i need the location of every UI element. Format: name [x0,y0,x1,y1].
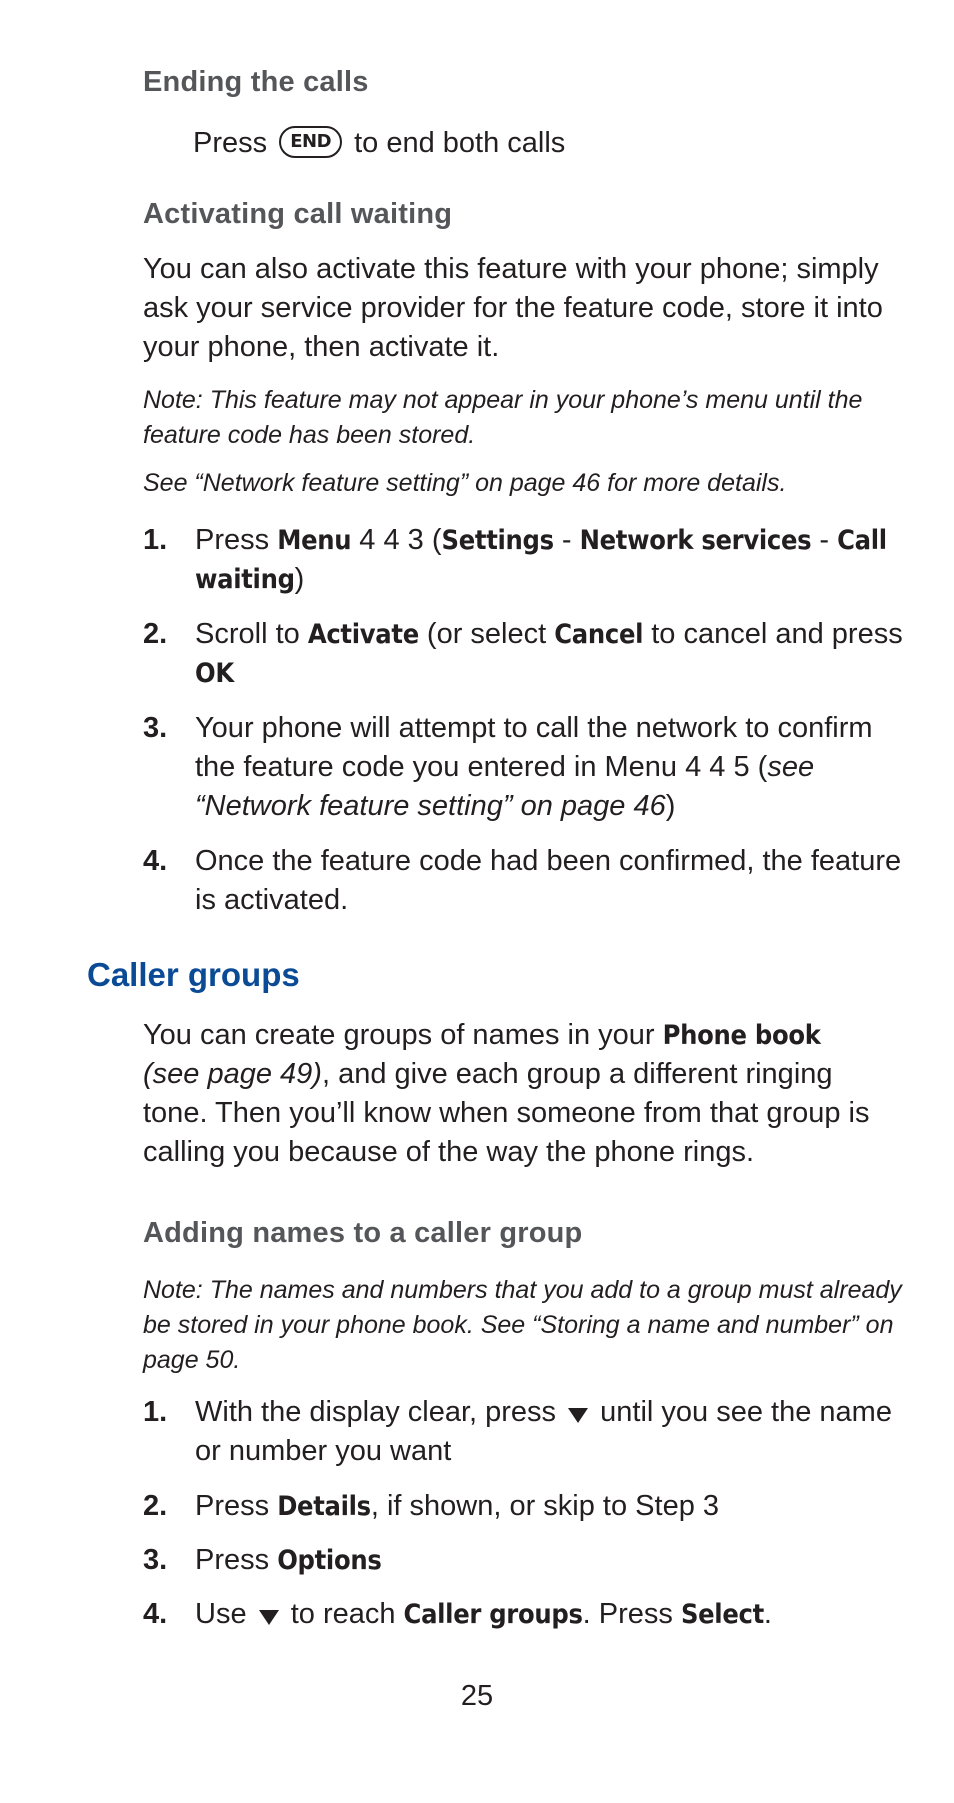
step-text-part: Press [195,1490,278,1522]
step-number: 4. [143,845,168,877]
step-text [195,709,903,826]
step-text [195,1393,903,1471]
step-text-part: to reach [282,1598,404,1630]
step-text-part: to cancel and press [643,618,903,650]
step-text [195,1487,903,1526]
adding-note: Note: The names and numbers that you add to a group must already be stored in your phone book. See “Storing a name and number” on page 50. [143,1276,902,1374]
heading-caller-groups: Caller groups [87,956,300,993]
key-menu: Menu [277,525,352,556]
adding-step-1 [143,1393,903,1471]
option-select: Select [680,1599,764,1630]
heading-ending-calls: Ending the calls [143,66,369,98]
step-text-part: . Press [582,1598,681,1630]
page-number: 25 [460,1680,494,1712]
step-number: 3. [143,712,168,744]
activating-intro: You can also activate this feature with your phone; simply ask your service provider for the feature code, store it into your phone, then activate it. [143,253,883,363]
option-activate: Activate [307,619,419,650]
menu-settings: Settings [441,525,554,556]
option-options: Options [277,1545,382,1576]
step-text-part: ) [294,563,305,595]
menu-call-waiting: Call waiting [195,525,887,595]
key-ok: OK [195,658,234,689]
step-text-part: 4 4 3 ( [351,524,442,556]
step-text-part: . [763,1598,772,1630]
heading-adding-names: Adding names to a caller group [143,1217,583,1249]
activating-step-1 [143,521,903,599]
step-text-part: - [553,524,580,556]
step-text-part: until you see the name or number you want [195,1396,892,1467]
step-text: Once the feature code had been confirmed, the feature is activated. [195,845,902,916]
activating-step-2 [143,615,903,693]
end-key-icon: END [279,126,342,158]
activating-note: Note: This feature may not appear in your phone’s menu until the feature code has been stored. [143,386,863,449]
step-text [195,615,903,693]
page-reference: see “Network feature setting” on page 46 [195,751,815,822]
menu-phone-book: Phone book [662,1020,821,1051]
step-text [195,1595,903,1634]
step-text-part: , if shown, or skip to Step 3 [370,1490,720,1522]
step-number: 1. [143,1396,168,1428]
adding-step-4 [143,1595,903,1634]
down-arrow-icon [259,1610,279,1625]
step-text-part: Use [195,1598,255,1630]
activating-step-4 [143,842,903,920]
step-text-part: With the display clear, press [195,1396,565,1428]
step-number: 2. [143,1490,168,1522]
step-number: 1. [143,524,168,556]
step-text [195,521,903,599]
adding-step-3 [143,1541,903,1580]
step-text-part: - [811,524,838,556]
heading-activating-call-waiting: Activating call waiting [143,198,453,230]
step-text-part: (or select [418,618,555,650]
menu-caller-groups: Caller groups [403,1599,583,1630]
intro-text: , and give each group a different ringing tone. Then you’ll know when someone from that group is calling you because of the way the phone rings. [143,1058,870,1168]
end-calls-tail: to end both calls [354,127,566,159]
step-text-part: Press [195,524,278,556]
step-text [195,1541,903,1580]
step-text-part: ) [665,790,676,822]
press-text: Press [193,127,268,159]
option-details: Details [277,1491,371,1522]
activating-step-3 [143,709,903,826]
menu-network-services: Network services [579,525,812,556]
option-cancel: Cancel [554,619,644,650]
step-number: 3. [143,1544,168,1576]
step-text-part: Scroll to [195,618,308,650]
step-text-part: Press [195,1544,278,1576]
caller-groups-intro [143,1016,883,1172]
activating-see-also: See “Network feature setting” on page 46 for more details. [143,469,787,497]
step-number: 4. [143,1598,168,1630]
step-text-part: Your phone will attempt to call the network to confirm the feature code you entered in Menu 4 4 5 ( [195,712,873,783]
end-calls-instruction [193,124,933,163]
adding-step-2 [143,1487,903,1526]
step-number: 2. [143,618,168,650]
page-reference: (see page 49) [143,1058,322,1090]
down-arrow-icon [568,1408,588,1423]
intro-text: You can create groups of names in your [143,1019,663,1051]
